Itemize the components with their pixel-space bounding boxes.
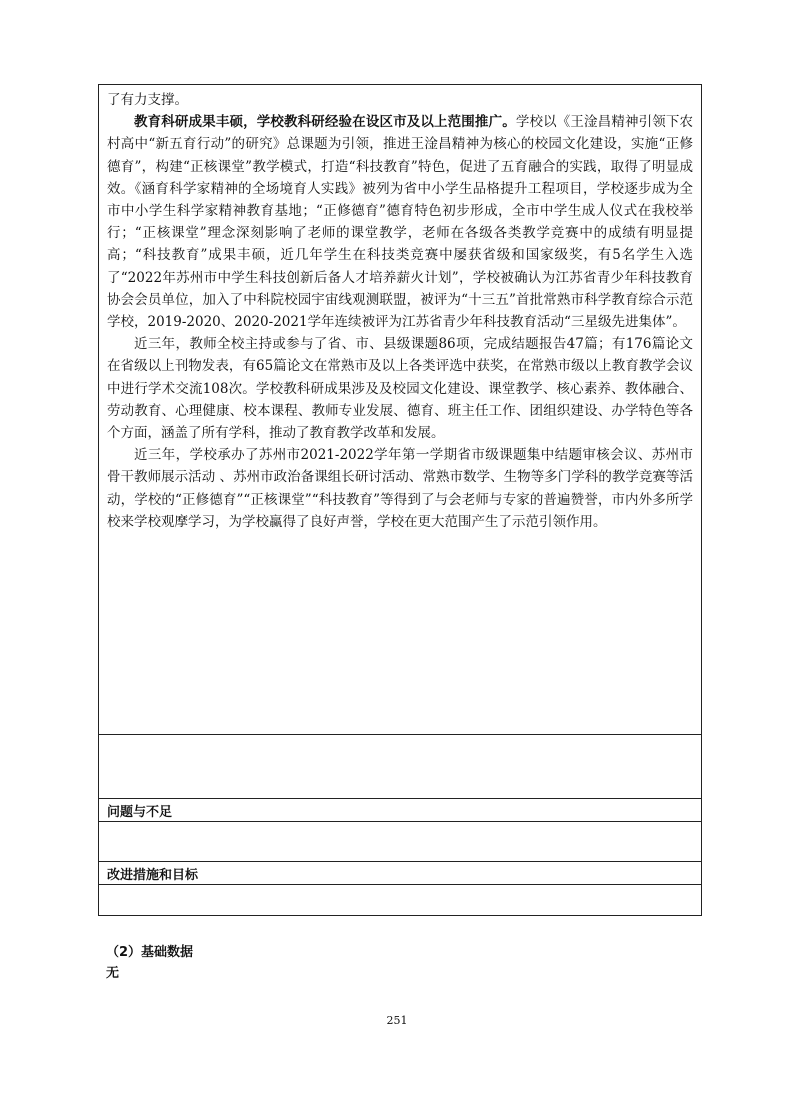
problems-content [99,822,701,862]
paragraph-projects: 近三年，教师全校主持或参与了省、市、县级课题86项，完成结题报告47篇；有176篇论文在省级以上刊物发表，有65篇论文在常熟市及以上各类评选中获奖，在常熟市级以上教育教学会议中进行学术交流108次。学校教科研成果涉及及校园文化建设、课堂教学、核心素养、教体融合、劳动教育、心理健康、校本课程、教师专业发展、德育、班主任工作、团组织建设、办学特色等各个方面，涵盖了所有学科，推动了教育教学改革和发展。 [107,336,693,442]
paragraph-research-heading: 教育科研成果丰硕，学校教科研经验在设区市及以上范围推广。 [134,114,516,131]
problems-header: 问题与不足 [99,799,701,822]
improvement-content [99,885,701,915]
continuation-text: 了有力支撑。 [107,92,188,108]
improvement-header: 改进措施和目标 [99,862,701,885]
paragraph-research [107,111,693,333]
section-value: 无 [106,966,120,981]
achievements-cell [99,85,701,735]
page-number: 251 [386,1014,408,1027]
paragraph-research-body: 学校以《王淦昌精神引领下农村高中“新五育行动”的研究》总课题为引领，推进王淦昌精神为核心的校园文化建设，实施“正修德育”，构建“正核课堂”教学模式，打造“科技教育”特色，促进了五育融合的实践，取得了明显成效。《涵育科学家精神的全场境育人实践》被列为省中小学生品格提升工程项目，学校逐步成为全市中小学生科学家精神教育基地；“正修德育”德育特色初步形成，全市中学生成人仪式在我校举行；“正核课堂”理念深刻影响了老师的课堂教学，老师在各级各类教学竞赛中的成绩有明显提高；“科技教育”成果丰硕，近几年学生在科技类竞赛中屡获省级和国家级奖，有5名学生入选了“2022年苏州市中学生科技创新后备人才培养薪火计划”，学校被确认为江苏省青少年科技教育协会会员单位，加入了中科院校园宇宙线观测联盟，被评为“十三五”首批常熟市科学教育综合示范学校，2019-2020、2020-2021学年连续被评为江苏省青少年科技教育活动“三星级先进集体”。 [107,114,694,331]
paragraph-events: 近三年，学校承办了苏州市2021-2022学年第一学期省市级课题集中结题审核会议、苏州市骨干教师展示活动 、苏州市政治备课组长研讨活动、常熟市数学、生物等多门学科的教学竞赛等活动，学校的“正修德育”“正核课堂”“科技教育”等得到了与会老师与专家的普遍赞誉，市内外多所学校来学校观摩学习，为学校赢得了良好声誉，学校在更大范围产生了示范引领作用。 [107,447,693,530]
section-title: （2）基础数据 [106,945,194,960]
report-table [98,84,702,916]
blank-row [99,735,701,799]
